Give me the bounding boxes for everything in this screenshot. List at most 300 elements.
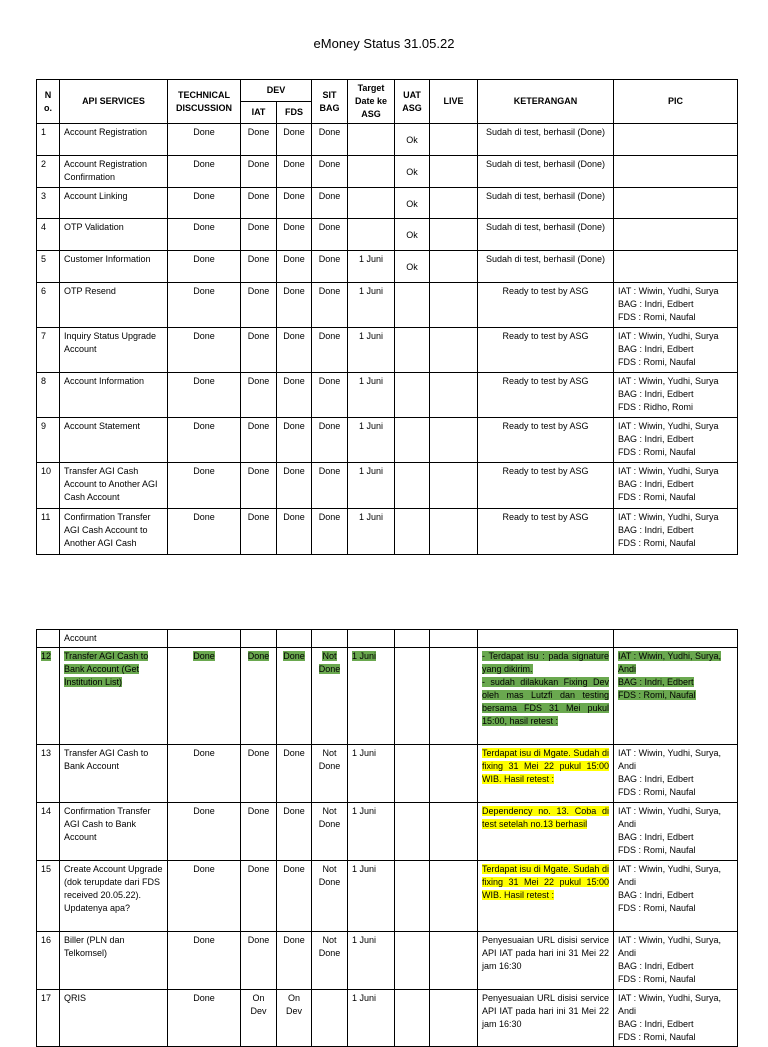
uat-status (399, 420, 425, 428)
cell-fds (277, 251, 312, 283)
iat-status: On Dev (250, 993, 267, 1016)
cell-iat (241, 219, 277, 251)
cell-fds (277, 418, 312, 463)
cell-live (430, 745, 478, 803)
cell-api (60, 373, 168, 418)
cell-api (60, 418, 168, 463)
table-row-continuation (37, 630, 738, 648)
uat-status: Ok (406, 167, 418, 177)
cell-uat (395, 418, 430, 463)
uat-status: Ok (406, 135, 418, 145)
technical-status: Done (193, 651, 215, 661)
cell-api (60, 463, 168, 509)
cell-sit (312, 219, 348, 251)
sit-status: Done (318, 331, 341, 341)
api-service-name: Account Registration Confirmation (64, 159, 148, 182)
cell-api (60, 990, 168, 1047)
technical-status: Done (193, 993, 215, 1003)
iat-status: Done (247, 127, 270, 137)
cell-api (60, 803, 168, 861)
keterangan-text: Ready to test by ASG (502, 512, 589, 522)
fds-status: Done (283, 651, 305, 661)
pic-text: IAT : Wiwin, Yudhi, Surya BAG : Indri, Edbert FDS : Romi, Naufal (618, 421, 719, 457)
cell-pic (614, 932, 738, 990)
cell-target (348, 648, 395, 745)
pic-text: IAT : Wiwin, Yudhi, Surya, Andi BAG : Indri, Edbert FDS : Romi, Naufal (618, 748, 722, 797)
uat-status: Ok (406, 199, 418, 209)
iat-status: Done (247, 159, 270, 169)
cell-api (60, 509, 168, 555)
cell-live (430, 803, 478, 861)
table-row (37, 251, 738, 283)
cell-iat (241, 463, 277, 509)
pic-text: IAT : Wiwin, Yudhi, Surya BAG : Indri, Edbert FDS : Romi, Naufal (618, 466, 719, 502)
cell-target (348, 932, 395, 990)
iat-status: Done (247, 191, 270, 201)
cell-technical (168, 328, 241, 373)
cell-iat (241, 283, 277, 328)
cell-iat (241, 156, 277, 188)
cell-pic (614, 803, 738, 861)
iat-status: Done (247, 421, 270, 431)
cell-technical (168, 932, 241, 990)
header-iat: IAT (241, 102, 277, 124)
cell-api (60, 283, 168, 328)
keterangan-text: Dependency no. 13. Coba di test setelah no.13 berhasil (482, 806, 609, 829)
cell-iat (241, 803, 277, 861)
cell-no (37, 418, 60, 463)
fds-status: Done (283, 159, 305, 169)
technical-status: Done (193, 159, 215, 169)
fds-status: Done (283, 466, 305, 476)
cell-fds (277, 745, 312, 803)
cell-sit (312, 188, 348, 219)
cell-pic (614, 328, 738, 373)
pic-text: IAT : Wiwin, Yudhi, Surya, Andi BAG : Indri, Edbert FDS : Romi, Naufal (618, 806, 722, 855)
cell-technical (168, 251, 241, 283)
table-row (37, 124, 738, 156)
technical-status: Done (193, 421, 215, 431)
cell-target (348, 283, 395, 328)
cell-keterangan (478, 219, 614, 251)
table-row (37, 328, 738, 373)
cell-target (348, 463, 395, 509)
row-number: 1 (41, 127, 47, 137)
technical-status: Done (193, 191, 215, 201)
target-date: 1 Juni (352, 864, 377, 874)
keterangan-text: Ready to test by ASG (502, 376, 589, 386)
cell-live (430, 990, 478, 1047)
cell-uat (395, 219, 430, 251)
cell-keterangan (478, 328, 614, 373)
row-number: 11 (41, 512, 51, 522)
target-date: 1 Juni (352, 935, 377, 945)
cell-iat (241, 251, 277, 283)
fds-status: Done (283, 286, 305, 296)
api-service-name: Confirmation Transfer AGI Cash Account to Another AGI Cash (64, 512, 151, 548)
cell-api (60, 328, 168, 373)
uat-status (399, 375, 425, 383)
cell-sit (312, 932, 348, 990)
api-service-name: Create Account Upgrade (dok terupdate dari FDS received 20.05.22). Updatenya apa? (64, 864, 163, 913)
cell-fds (277, 803, 312, 861)
cell-target (348, 328, 395, 373)
technical-status: Done (193, 331, 215, 341)
cell-api (60, 219, 168, 251)
cell-live (430, 156, 478, 188)
cell-live (430, 124, 478, 156)
header-sit-bag: SIT BAG (312, 80, 348, 124)
cell-pic (614, 463, 738, 509)
table-row (37, 283, 738, 328)
cell-target (348, 156, 395, 188)
keterangan-text: - Terdapat isu : pada signature yang dikirim. - sudah dilakukan Fixing Dev oleh mas Lutzfi dan testing bersama FDS 31 Mei pukul 15:00, hasil retest : (482, 651, 609, 726)
api-service-name: Transfer AGI Cash to Bank Account (64, 748, 149, 771)
cell-pic (614, 156, 738, 188)
iat-status: Done (247, 286, 270, 296)
pic-text: IAT : Wiwin, Yudhi, Surya, Andi BAG : Indri, Edbert FDS : Romi, Naufal (618, 864, 722, 913)
table-row (37, 188, 738, 219)
table-row (37, 861, 738, 932)
cell-uat (395, 990, 430, 1047)
api-service-name: Customer Information (64, 254, 151, 264)
keterangan-text: Ready to test by ASG (502, 331, 589, 341)
cell-pic (614, 188, 738, 219)
iat-status: Done (247, 466, 270, 476)
cell-pic (614, 861, 738, 932)
cell-keterangan (478, 509, 614, 555)
row-number: 9 (41, 421, 47, 431)
cell-sit (312, 283, 348, 328)
uat-status (399, 511, 425, 519)
cell-no (37, 509, 60, 555)
sit-status: Done (318, 466, 341, 476)
cell-pic (614, 124, 738, 156)
keterangan-text: Penyesuaian URL disisi service API IAT pada hari ini 31 Mei 22 jam 16:30 (482, 935, 609, 971)
cell-live (430, 509, 478, 555)
pic-text: IAT : Wiwin, Yudhi, Surya BAG : Indri, Edbert FDS : Ridho, Romi (618, 376, 719, 412)
cell-target (348, 418, 395, 463)
cell-technical (168, 861, 241, 932)
technical-status: Done (193, 376, 215, 386)
fds-status: Done (283, 935, 305, 945)
cell-technical (168, 463, 241, 509)
iat-status: Done (247, 935, 270, 945)
technical-status: Done (193, 286, 215, 296)
cell-fds (277, 283, 312, 328)
keterangan-text: Sudah di test, berhasil (Done) (485, 127, 606, 137)
pic-text: IAT : Wiwin, Yudhi, Surya BAG : Indri, Edbert FDS : Romi, Naufal (618, 331, 719, 367)
cell-fds (277, 188, 312, 219)
cell-uat (395, 283, 430, 328)
row-number: 16 (41, 935, 52, 945)
fds-status: Done (283, 748, 305, 758)
fds-status: On Dev (285, 993, 302, 1016)
technical-status: Done (193, 254, 215, 264)
cell-live (430, 463, 478, 509)
cell-live (430, 418, 478, 463)
cell-pic (614, 648, 738, 745)
api-service-name: Transfer AGI Cash to Bank Account (Get Institution List) (64, 651, 149, 687)
cell-fds (277, 219, 312, 251)
cell-no (37, 932, 60, 990)
sit-status: Done (318, 127, 341, 137)
cell-no (37, 156, 60, 188)
cell-sit (312, 251, 348, 283)
cell-iat (241, 932, 277, 990)
cell-fds (277, 373, 312, 418)
target-date: 1 Juni (358, 286, 384, 296)
fds-status: Done (283, 376, 305, 386)
cell-fds (277, 463, 312, 509)
cell-live (430, 373, 478, 418)
header-api-services: API SERVICES (60, 80, 168, 124)
cell-no (37, 990, 60, 1047)
cell-api (60, 932, 168, 990)
technical-status: Done (193, 748, 215, 758)
cell-technical (168, 156, 241, 188)
row-number: 8 (41, 376, 47, 386)
target-date: 1 Juni (358, 512, 384, 522)
cell-uat (395, 251, 430, 283)
cell-technical (168, 745, 241, 803)
pic-text: IAT : Wiwin, Yudhi, Surya, Andi BAG : Indri, Edbert FDS : Romi, Naufal (618, 651, 722, 700)
technical-status: Done (193, 127, 215, 137)
technical-status: Done (193, 864, 215, 874)
cell-keterangan (478, 188, 614, 219)
cell-uat (395, 156, 430, 188)
iat-status: Done (247, 254, 270, 264)
iat-status: Done (247, 331, 270, 341)
api-service-name: Account Information (64, 376, 145, 386)
cell-keterangan (478, 373, 614, 418)
iat-status: Done (247, 512, 270, 522)
sit-status: Done (318, 286, 341, 296)
cell-iat (241, 418, 277, 463)
cell-target (348, 124, 395, 156)
sit-status: Done (318, 222, 341, 232)
keterangan-text: Sudah di test, berhasil (Done) (485, 254, 606, 264)
cell-pic (614, 990, 738, 1047)
cell-no (37, 803, 60, 861)
uat-status (399, 285, 425, 293)
target-date: 1 Juni (352, 748, 377, 758)
row-number: 10 (41, 466, 52, 476)
cell-pic (614, 251, 738, 283)
cell-keterangan (478, 156, 614, 188)
target-date: 1 Juni (352, 993, 377, 1003)
cell-uat (395, 373, 430, 418)
row-number: 5 (41, 254, 47, 264)
cell-sit (312, 990, 348, 1047)
technical-status: Done (193, 512, 215, 522)
table-row (37, 418, 738, 463)
iat-status: Done (247, 748, 270, 758)
cell-uat (395, 861, 430, 932)
cell-technical (168, 648, 241, 745)
row-number: 13 (41, 748, 52, 758)
cell-technical (168, 219, 241, 251)
cell-uat (395, 188, 430, 219)
sit-status: Done (318, 191, 341, 201)
cell-technical (168, 803, 241, 861)
row-number: 6 (41, 286, 47, 296)
header-keterangan: KETERANGAN (478, 80, 614, 124)
api-service-name: OTP Validation (64, 222, 124, 232)
cell-fds (277, 932, 312, 990)
cell-sit (312, 156, 348, 188)
cell-target (348, 861, 395, 932)
pic-text: IAT : Wiwin, Yudhi, Surya, Andi BAG : Indri, Edbert FDS : Romi, Naufal (618, 935, 722, 984)
cell-iat (241, 648, 277, 745)
row-number: 2 (41, 159, 47, 169)
cell-technical (168, 188, 241, 219)
api-service-name: Biller (PLN dan Telkomsel) (64, 935, 125, 958)
cell-no (37, 283, 60, 328)
row-number: 7 (41, 331, 47, 341)
cell-no (37, 373, 60, 418)
cell-no (37, 463, 60, 509)
fds-status: Done (283, 222, 305, 232)
target-date: 1 Juni (352, 806, 377, 816)
cell-api (60, 861, 168, 932)
cell-keterangan (478, 283, 614, 328)
uat-status (399, 330, 425, 338)
target-date: 1 Juni (358, 254, 384, 264)
cell-sit (312, 463, 348, 509)
cell-keterangan (478, 251, 614, 283)
keterangan-text: Terdapat isu di Mgate. Sudah di fixing 31 Mei 22 pukul 15:00 WIB. Hasil retest : (482, 748, 609, 784)
technical-status: Done (193, 222, 215, 232)
table-row (37, 803, 738, 861)
cell-pic (614, 745, 738, 803)
keterangan-text: Penyesuaian URL disisi service API IAT pada hari ini 31 Mei 22 jam 16:30 (482, 993, 609, 1029)
cell-technical (168, 124, 241, 156)
cell-api (60, 251, 168, 283)
table-row (37, 463, 738, 509)
cell-iat (241, 188, 277, 219)
cell-iat (241, 745, 277, 803)
cell-target (348, 509, 395, 555)
sit-status: Done (318, 159, 341, 169)
target-date: 1 Juni (352, 651, 377, 661)
cell-pic (614, 418, 738, 463)
sit-status: Done (318, 376, 341, 386)
cell-target (348, 745, 395, 803)
cell-sit (312, 418, 348, 463)
row-number: 15 (41, 864, 52, 874)
cell-fds (277, 328, 312, 373)
row-number: 12 (41, 651, 52, 661)
cell-keterangan (478, 803, 614, 861)
cell-fds (277, 156, 312, 188)
cell-iat (241, 861, 277, 932)
cell-target (348, 990, 395, 1047)
status-table (36, 79, 738, 555)
sit-status: Done (318, 421, 341, 431)
cell-keterangan (478, 418, 614, 463)
cell-no (37, 745, 60, 803)
api-service-name: Account Statement (64, 421, 141, 431)
status-table-continued (36, 629, 738, 1047)
cell-api (60, 124, 168, 156)
row-number: 17 (41, 993, 52, 1003)
cell-no (37, 219, 60, 251)
header-technical-discussion: TECHNICAL DISCUSSION (168, 80, 241, 124)
keterangan-text: Sudah di test, berhasil (Done) (485, 159, 606, 169)
technical-status: Done (193, 806, 215, 816)
header-live: LIVE (430, 80, 478, 124)
cell-pic (614, 509, 738, 555)
sit-status: Not Done (318, 748, 341, 771)
cell-no (37, 124, 60, 156)
cell-pic (614, 219, 738, 251)
table-row (37, 990, 738, 1047)
technical-status: Done (193, 466, 215, 476)
cell-sit (312, 509, 348, 555)
api-service-name: Transfer AGI Cash Account to Another AGI Cash Account (64, 466, 158, 502)
cell-target (348, 188, 395, 219)
cell-pic (614, 283, 738, 328)
target-date: 1 Juni (358, 331, 384, 341)
cell-live (430, 219, 478, 251)
api-service-name: QRIS (64, 993, 87, 1003)
api-service-name: Confirmation Transfer AGI Cash to Bank Account (64, 806, 151, 842)
cell-fds (277, 124, 312, 156)
sit-status: Not Done (318, 935, 341, 958)
iat-status: Done (247, 864, 270, 874)
iat-status: Done (247, 376, 270, 386)
cell-keterangan (478, 932, 614, 990)
fds-status: Done (283, 421, 305, 431)
cell-sit (312, 745, 348, 803)
header-uat-asg: UAT ASG (395, 80, 430, 124)
cell-iat (241, 990, 277, 1047)
cell-uat (395, 328, 430, 373)
fds-status: Done (283, 254, 305, 264)
uat-status: Ok (406, 262, 418, 272)
sit-status: Not Done (318, 806, 341, 829)
api-service-name: Inquiry Status Upgrade Account (64, 331, 157, 354)
keterangan-text: Sudah di test, berhasil (Done) (485, 222, 606, 232)
cell-sit (312, 328, 348, 373)
row-number: 14 (41, 806, 52, 816)
cell-iat (241, 373, 277, 418)
cell-sit (312, 124, 348, 156)
api-service-name: OTP Resend (64, 286, 116, 296)
sit-status: Not Done (318, 864, 341, 887)
cell-api (60, 745, 168, 803)
cell-uat (395, 932, 430, 990)
header-pic: PIC (614, 80, 738, 124)
cell-iat (241, 124, 277, 156)
header-fds: FDS (277, 102, 312, 124)
iat-status: Done (247, 651, 270, 661)
sit-status: Done (318, 512, 341, 522)
cell-live (430, 251, 478, 283)
cell-uat (395, 648, 430, 745)
keterangan-text: Terdapat isu di Mgate. Sudah di fixing 31 Mei 22 pukul 15:00 WIB. Hasil retest : (482, 864, 609, 900)
api-service-name: Account Linking (64, 191, 128, 201)
cell-live (430, 328, 478, 373)
pic-text: IAT : Wiwin, Yudhi, Surya BAG : Indri, Edbert FDS : Romi, Naufal (618, 286, 719, 322)
cell-sit (312, 803, 348, 861)
cell-uat (395, 745, 430, 803)
header-dev: DEV (241, 80, 312, 102)
table-row (37, 648, 738, 745)
cell-no (37, 648, 60, 745)
keterangan-text: Sudah di test, berhasil (Done) (485, 191, 606, 201)
